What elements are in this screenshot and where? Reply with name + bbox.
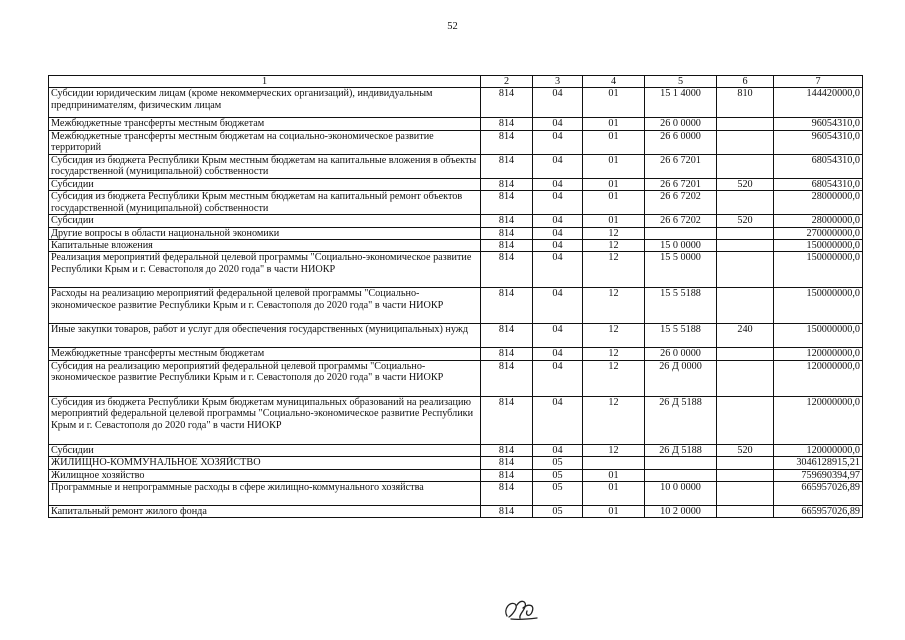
row-amount: 270000000,0	[774, 227, 863, 239]
column-number-row	[49, 76, 863, 88]
row-target-article: 26 6 0000	[645, 130, 717, 154]
row-amount: 28000000,0	[774, 191, 863, 215]
row-ministry-code: 814	[481, 396, 533, 444]
row-subsection-code: 01	[583, 482, 645, 506]
row-amount: 96054310,0	[774, 118, 863, 130]
row-subsection-code: 01	[583, 215, 645, 227]
table-row	[49, 240, 863, 252]
row-target-article: 26 Д 5188	[645, 396, 717, 444]
table-row	[49, 130, 863, 154]
row-expense-type	[717, 191, 774, 215]
row-subsection-code: 12	[583, 360, 645, 396]
row-target-article: 26 Д 0000	[645, 360, 717, 396]
table-row	[49, 215, 863, 227]
row-target-article: 15 5 5188	[645, 324, 717, 348]
row-expense-type	[717, 360, 774, 396]
row-subsection-code: 12	[583, 348, 645, 360]
table-row	[49, 227, 863, 239]
row-ministry-code: 814	[481, 252, 533, 288]
row-target-article: 10 2 0000	[645, 506, 717, 518]
column-header: 3	[533, 76, 583, 88]
column-header: 2	[481, 76, 533, 88]
row-amount: 150000000,0	[774, 288, 863, 324]
row-amount: 120000000,0	[774, 396, 863, 444]
row-target-article: 15 1 4000	[645, 88, 717, 118]
row-section-code: 04	[533, 360, 583, 396]
row-description: Иные закупки товаров, работ и услуг для обеспечения государственных (муниципальных) нужд	[49, 324, 481, 348]
row-description: Межбюджетные трансферты местным бюджетам на социально-экономическое развитие территорий	[49, 130, 481, 154]
row-subsection-code: 12	[583, 324, 645, 348]
row-amount: 150000000,0	[774, 324, 863, 348]
row-amount: 68054310,0	[774, 178, 863, 190]
row-ministry-code: 814	[481, 154, 533, 178]
table-row	[49, 288, 863, 324]
row-description: Субсидии юридическим лицам (кроме некоммерческих организаций), индивидуальным предпринимателям, физическим лицам	[49, 88, 481, 118]
row-subsection-code: 01	[583, 506, 645, 518]
row-target-article: 26 Д 5188	[645, 444, 717, 456]
row-description: Другие вопросы в области национальной экономики	[49, 227, 481, 239]
row-subsection-code: 12	[583, 252, 645, 288]
row-expense-type	[717, 227, 774, 239]
row-ministry-code: 814	[481, 482, 533, 506]
row-target-article: 15 5 0000	[645, 252, 717, 288]
table-row	[49, 178, 863, 190]
row-section-code: 05	[533, 482, 583, 506]
table-row	[49, 252, 863, 288]
row-target-article: 26 0 0000	[645, 348, 717, 360]
row-subsection-code: 01	[583, 178, 645, 190]
row-subsection-code: 01	[583, 469, 645, 481]
table-row	[49, 457, 863, 469]
row-section-code: 04	[533, 88, 583, 118]
row-amount: 150000000,0	[774, 240, 863, 252]
column-header: 7	[774, 76, 863, 88]
row-target-article: 15 0 0000	[645, 240, 717, 252]
row-expense-type: 520	[717, 444, 774, 456]
row-description: Программные и непрограммные расходы в сфере жилищно-коммунального хозяйства	[49, 482, 481, 506]
row-amount: 120000000,0	[774, 360, 863, 396]
row-subsection-code: 12	[583, 444, 645, 456]
handwritten-signature-mark	[501, 595, 541, 621]
row-description: Субсидии	[49, 178, 481, 190]
budget-table	[48, 75, 863, 518]
row-subsection-code: 01	[583, 130, 645, 154]
row-section-code: 04	[533, 240, 583, 252]
column-header: 6	[717, 76, 774, 88]
row-amount: 68054310,0	[774, 154, 863, 178]
row-expense-type	[717, 240, 774, 252]
row-amount: 28000000,0	[774, 215, 863, 227]
row-ministry-code: 814	[481, 191, 533, 215]
table-row	[49, 154, 863, 178]
row-description: Расходы на реализацию мероприятий федеральной целевой программы "Социально-экономическое развитие Республики Крым и г. Севастополя до 2020 года" в части НИОКР	[49, 288, 481, 324]
row-expense-type	[717, 469, 774, 481]
row-description: Капитальные вложения	[49, 240, 481, 252]
row-target-article: 26 6 7201	[645, 154, 717, 178]
column-header: 1	[49, 76, 481, 88]
row-expense-type	[717, 252, 774, 288]
row-ministry-code: 814	[481, 178, 533, 190]
row-subsection-code: 01	[583, 118, 645, 130]
row-target-article: 15 5 5188	[645, 288, 717, 324]
row-section-code: 04	[533, 348, 583, 360]
row-ministry-code: 814	[481, 457, 533, 469]
row-section-code: 04	[533, 444, 583, 456]
row-section-code: 04	[533, 396, 583, 444]
row-section-code: 04	[533, 252, 583, 288]
row-section-code: 04	[533, 178, 583, 190]
row-ministry-code: 814	[481, 348, 533, 360]
row-amount: 3046128915,21	[774, 457, 863, 469]
table-row	[49, 360, 863, 396]
row-section-code: 04	[533, 118, 583, 130]
row-target-article: 26 0 0000	[645, 118, 717, 130]
row-ministry-code: 814	[481, 118, 533, 130]
row-amount: 96054310,0	[774, 130, 863, 154]
row-amount: 120000000,0	[774, 444, 863, 456]
row-ministry-code: 814	[481, 227, 533, 239]
row-subsection-code: 12	[583, 396, 645, 444]
row-section-code: 04	[533, 227, 583, 239]
row-amount: 150000000,0	[774, 252, 863, 288]
row-description: Реализация мероприятий федеральной целевой программы "Социально-экономическое развитие Республики Крым и г. Севастополя до 2020 года" в части НИОКР	[49, 252, 481, 288]
row-description: Межбюджетные трансферты местным бюджетам	[49, 118, 481, 130]
row-target-article: 26 6 7202	[645, 191, 717, 215]
row-ministry-code: 814	[481, 324, 533, 348]
table-row	[49, 88, 863, 118]
row-subsection-code: 01	[583, 88, 645, 118]
row-expense-type	[717, 482, 774, 506]
row-target-article	[645, 227, 717, 239]
table-row	[49, 191, 863, 215]
row-ministry-code: 814	[481, 88, 533, 118]
row-description: Субсидия из бюджета Республики Крым местным бюджетам на капитальный ремонт объектов государственной (муниципальной) собственности	[49, 191, 481, 215]
row-description: Субсидии	[49, 444, 481, 456]
row-description: Субсидия на реализацию мероприятий федеральной целевой программы "Социально-экономическое развитие Республики Крым и г. Севастополя до 2020 года" в части НИОКР	[49, 360, 481, 396]
row-expense-type	[717, 130, 774, 154]
row-description: Межбюджетные трансферты местным бюджетам	[49, 348, 481, 360]
row-expense-type: 240	[717, 324, 774, 348]
row-ministry-code: 814	[481, 506, 533, 518]
table-row	[49, 482, 863, 506]
row-expense-type: 810	[717, 88, 774, 118]
row-amount: 665957026,89	[774, 482, 863, 506]
row-subsection-code: 01	[583, 154, 645, 178]
row-section-code: 04	[533, 191, 583, 215]
row-ministry-code: 814	[481, 240, 533, 252]
table-row	[49, 348, 863, 360]
row-section-code: 05	[533, 506, 583, 518]
row-expense-type: 520	[717, 178, 774, 190]
row-subsection-code: 12	[583, 288, 645, 324]
row-section-code: 04	[533, 215, 583, 227]
row-ministry-code: 814	[481, 130, 533, 154]
table-row	[49, 396, 863, 444]
row-expense-type: 520	[717, 215, 774, 227]
row-expense-type	[717, 118, 774, 130]
row-expense-type	[717, 396, 774, 444]
row-description: Жилищное хозяйство	[49, 469, 481, 481]
row-target-article: 26 6 7202	[645, 215, 717, 227]
row-section-code: 05	[533, 469, 583, 481]
row-expense-type	[717, 348, 774, 360]
row-amount: 759690394,97	[774, 469, 863, 481]
table-row	[49, 469, 863, 481]
row-ministry-code: 814	[481, 288, 533, 324]
row-target-article: 26 6 7201	[645, 178, 717, 190]
row-ministry-code: 814	[481, 469, 533, 481]
row-amount: 665957026,89	[774, 506, 863, 518]
row-description: ЖИЛИЩНО-КОММУНАЛЬНОЕ ХОЗЯЙСТВО	[49, 457, 481, 469]
row-ministry-code: 814	[481, 444, 533, 456]
row-expense-type	[717, 506, 774, 518]
table-row	[49, 118, 863, 130]
row-section-code: 05	[533, 457, 583, 469]
row-section-code: 04	[533, 154, 583, 178]
row-section-code: 04	[533, 130, 583, 154]
row-description: Субсидия из бюджета Республики Крым бюджетам муниципальных образований на реализацию мероприятий федеральной целевой программы "Социально-экономическое развитие Республики Крым и г. Севастополя до 2020 года" в части НИОКР	[49, 396, 481, 444]
row-subsection-code: 01	[583, 191, 645, 215]
column-header: 4	[583, 76, 645, 88]
table-row	[49, 506, 863, 518]
row-subsection-code: 12	[583, 240, 645, 252]
row-subsection-code	[583, 457, 645, 469]
row-expense-type	[717, 288, 774, 324]
row-description: Субсидия из бюджета Республики Крым местным бюджетам на капитальные вложения в объекты государственной (муниципальной) собственности	[49, 154, 481, 178]
row-target-article	[645, 457, 717, 469]
row-target-article	[645, 469, 717, 481]
row-target-article: 10 0 0000	[645, 482, 717, 506]
table-row	[49, 444, 863, 456]
table-row	[49, 324, 863, 348]
column-header: 5	[645, 76, 717, 88]
row-expense-type	[717, 154, 774, 178]
row-ministry-code: 814	[481, 215, 533, 227]
row-description: Капитальный ремонт жилого фонда	[49, 506, 481, 518]
row-section-code: 04	[533, 324, 583, 348]
row-subsection-code: 12	[583, 227, 645, 239]
row-description: Субсидии	[49, 215, 481, 227]
row-amount: 120000000,0	[774, 348, 863, 360]
page-number: 52	[447, 21, 458, 32]
row-ministry-code: 814	[481, 360, 533, 396]
row-amount: 144420000,0	[774, 88, 863, 118]
row-section-code: 04	[533, 288, 583, 324]
row-expense-type	[717, 457, 774, 469]
